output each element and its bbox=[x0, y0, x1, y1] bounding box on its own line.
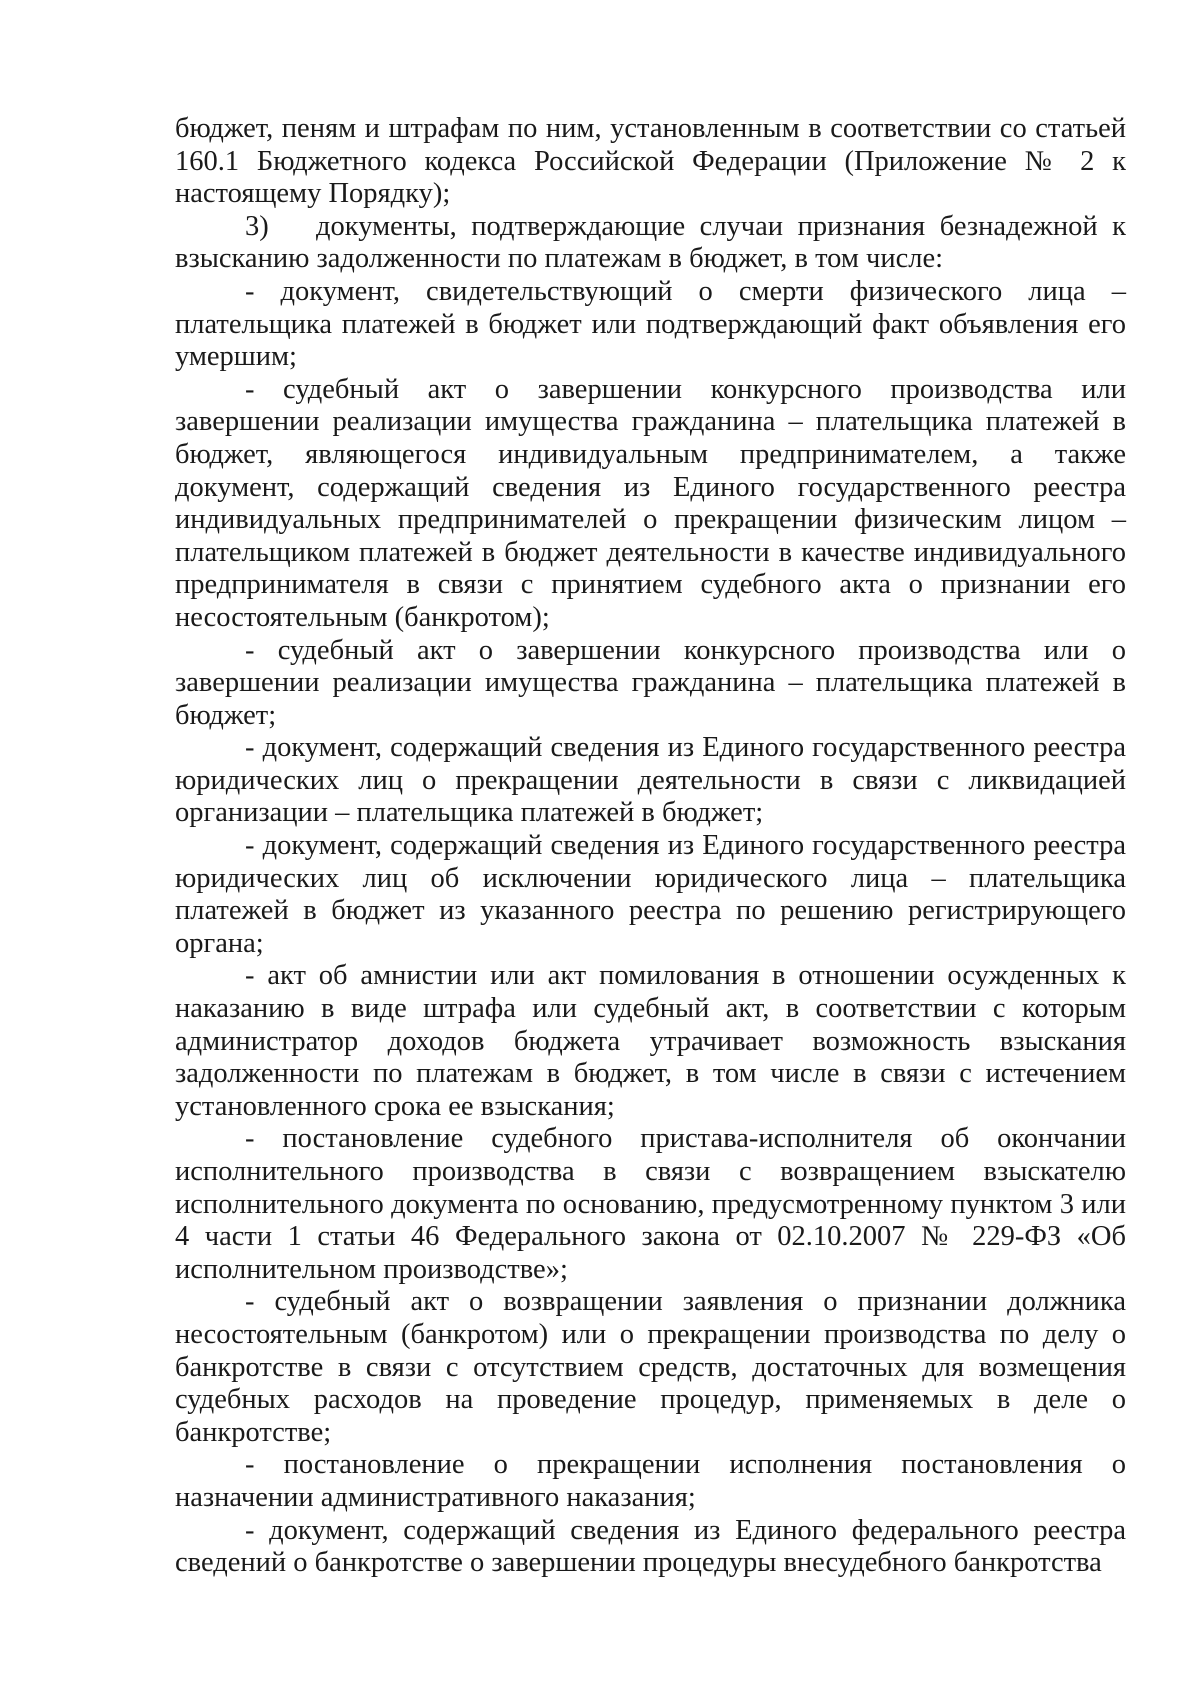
list-item: - документ, свидетельствующий о смерти физического лица – плательщика платежей в бюджет или подтверждающий факт объявления его умершим; bbox=[175, 275, 1126, 373]
paragraph-continuation: бюджет, пеням и штрафам по ним, установленным в соответствии со статьей 160.1 Бюджетного кодекса Российской Федерации (Приложение № 2 к настоящему Порядку); bbox=[175, 113, 1126, 210]
list-item: - документ, содержащий сведения из Единого государственного реестра юридических лиц об исключении юридического лица – плательщика платежей в бюджет из указанного реестра по решению регистрирующего органа; bbox=[175, 830, 1126, 959]
list-item: - судебный акт о завершении конкурсного производства или завершении реализации имущества гражданина – плательщика платежей в бюджет, являющегося индивидуальным предпринимателем, а также документ, содержащий сведения из Единого государственного реестра индивидуальных предпринимателей о прекращении физическим лицом – плательщиком платежей в бюджет деятельности в качестве индивидуального предпринимателя в связи с принятием судебного акта о признании его несостоятельным (банкротом); bbox=[175, 373, 1126, 633]
document-page bbox=[175, 113, 1126, 1580]
list-item: - акт об амнистии или акт помилования в отношении осужденных к наказанию в виде штрафа или судебный акт, в соответствии с которым администратор доходов бюджета утрачивает возможность взыскания задолженности по платежам в бюджет, в том числе в связи с истечением установленного срока ее взыскания; bbox=[175, 960, 1126, 1122]
item-number: 3) bbox=[245, 210, 269, 242]
numbered-item-3 bbox=[175, 211, 1126, 276]
list-item: - документ, содержащий сведения из Единого государственного реестра юридических лиц о прекращении деятельности в связи с ликвидацией организации – плательщика платежей в бюджет; bbox=[175, 732, 1126, 829]
list-item: - судебный акт о завершении конкурсного производства или о завершении реализации имущества гражданина – плательщика платежей в бюджет; bbox=[175, 634, 1126, 731]
list-item: - постановление судебного пристава-исполнителя об окончании исполнительного производства в связи с возвращением взыскателю исполнительного документа по основанию, предусмотренному пунктом 3 или 4 части 1 статьи 46 Федерального закона от 02.10.2007 № 229-ФЗ «Об исполнительном производстве»; bbox=[175, 1123, 1126, 1285]
list-item: - документ, содержащий сведения из Единого федерального реестра сведений о банкротстве о завершении процедуры внесудебного банкротства bbox=[175, 1514, 1126, 1579]
list-item: - судебный акт о возвращении заявления о признании должника несостоятельным (банкротом) или о прекращении производства по делу о банкротстве в связи с отсутствием средств, достаточных для возмещения судебных расходов на проведение процедур, применяемых в деле о банкротстве; bbox=[175, 1286, 1126, 1448]
item-text: документы, подтверждающие случаи признания безнадежной к взысканию задолженности по платежам в бюджет, в том числе: bbox=[175, 210, 1126, 275]
list-item: - постановление о прекращении исполнения постановления о назначении административного наказания; bbox=[175, 1449, 1126, 1513]
